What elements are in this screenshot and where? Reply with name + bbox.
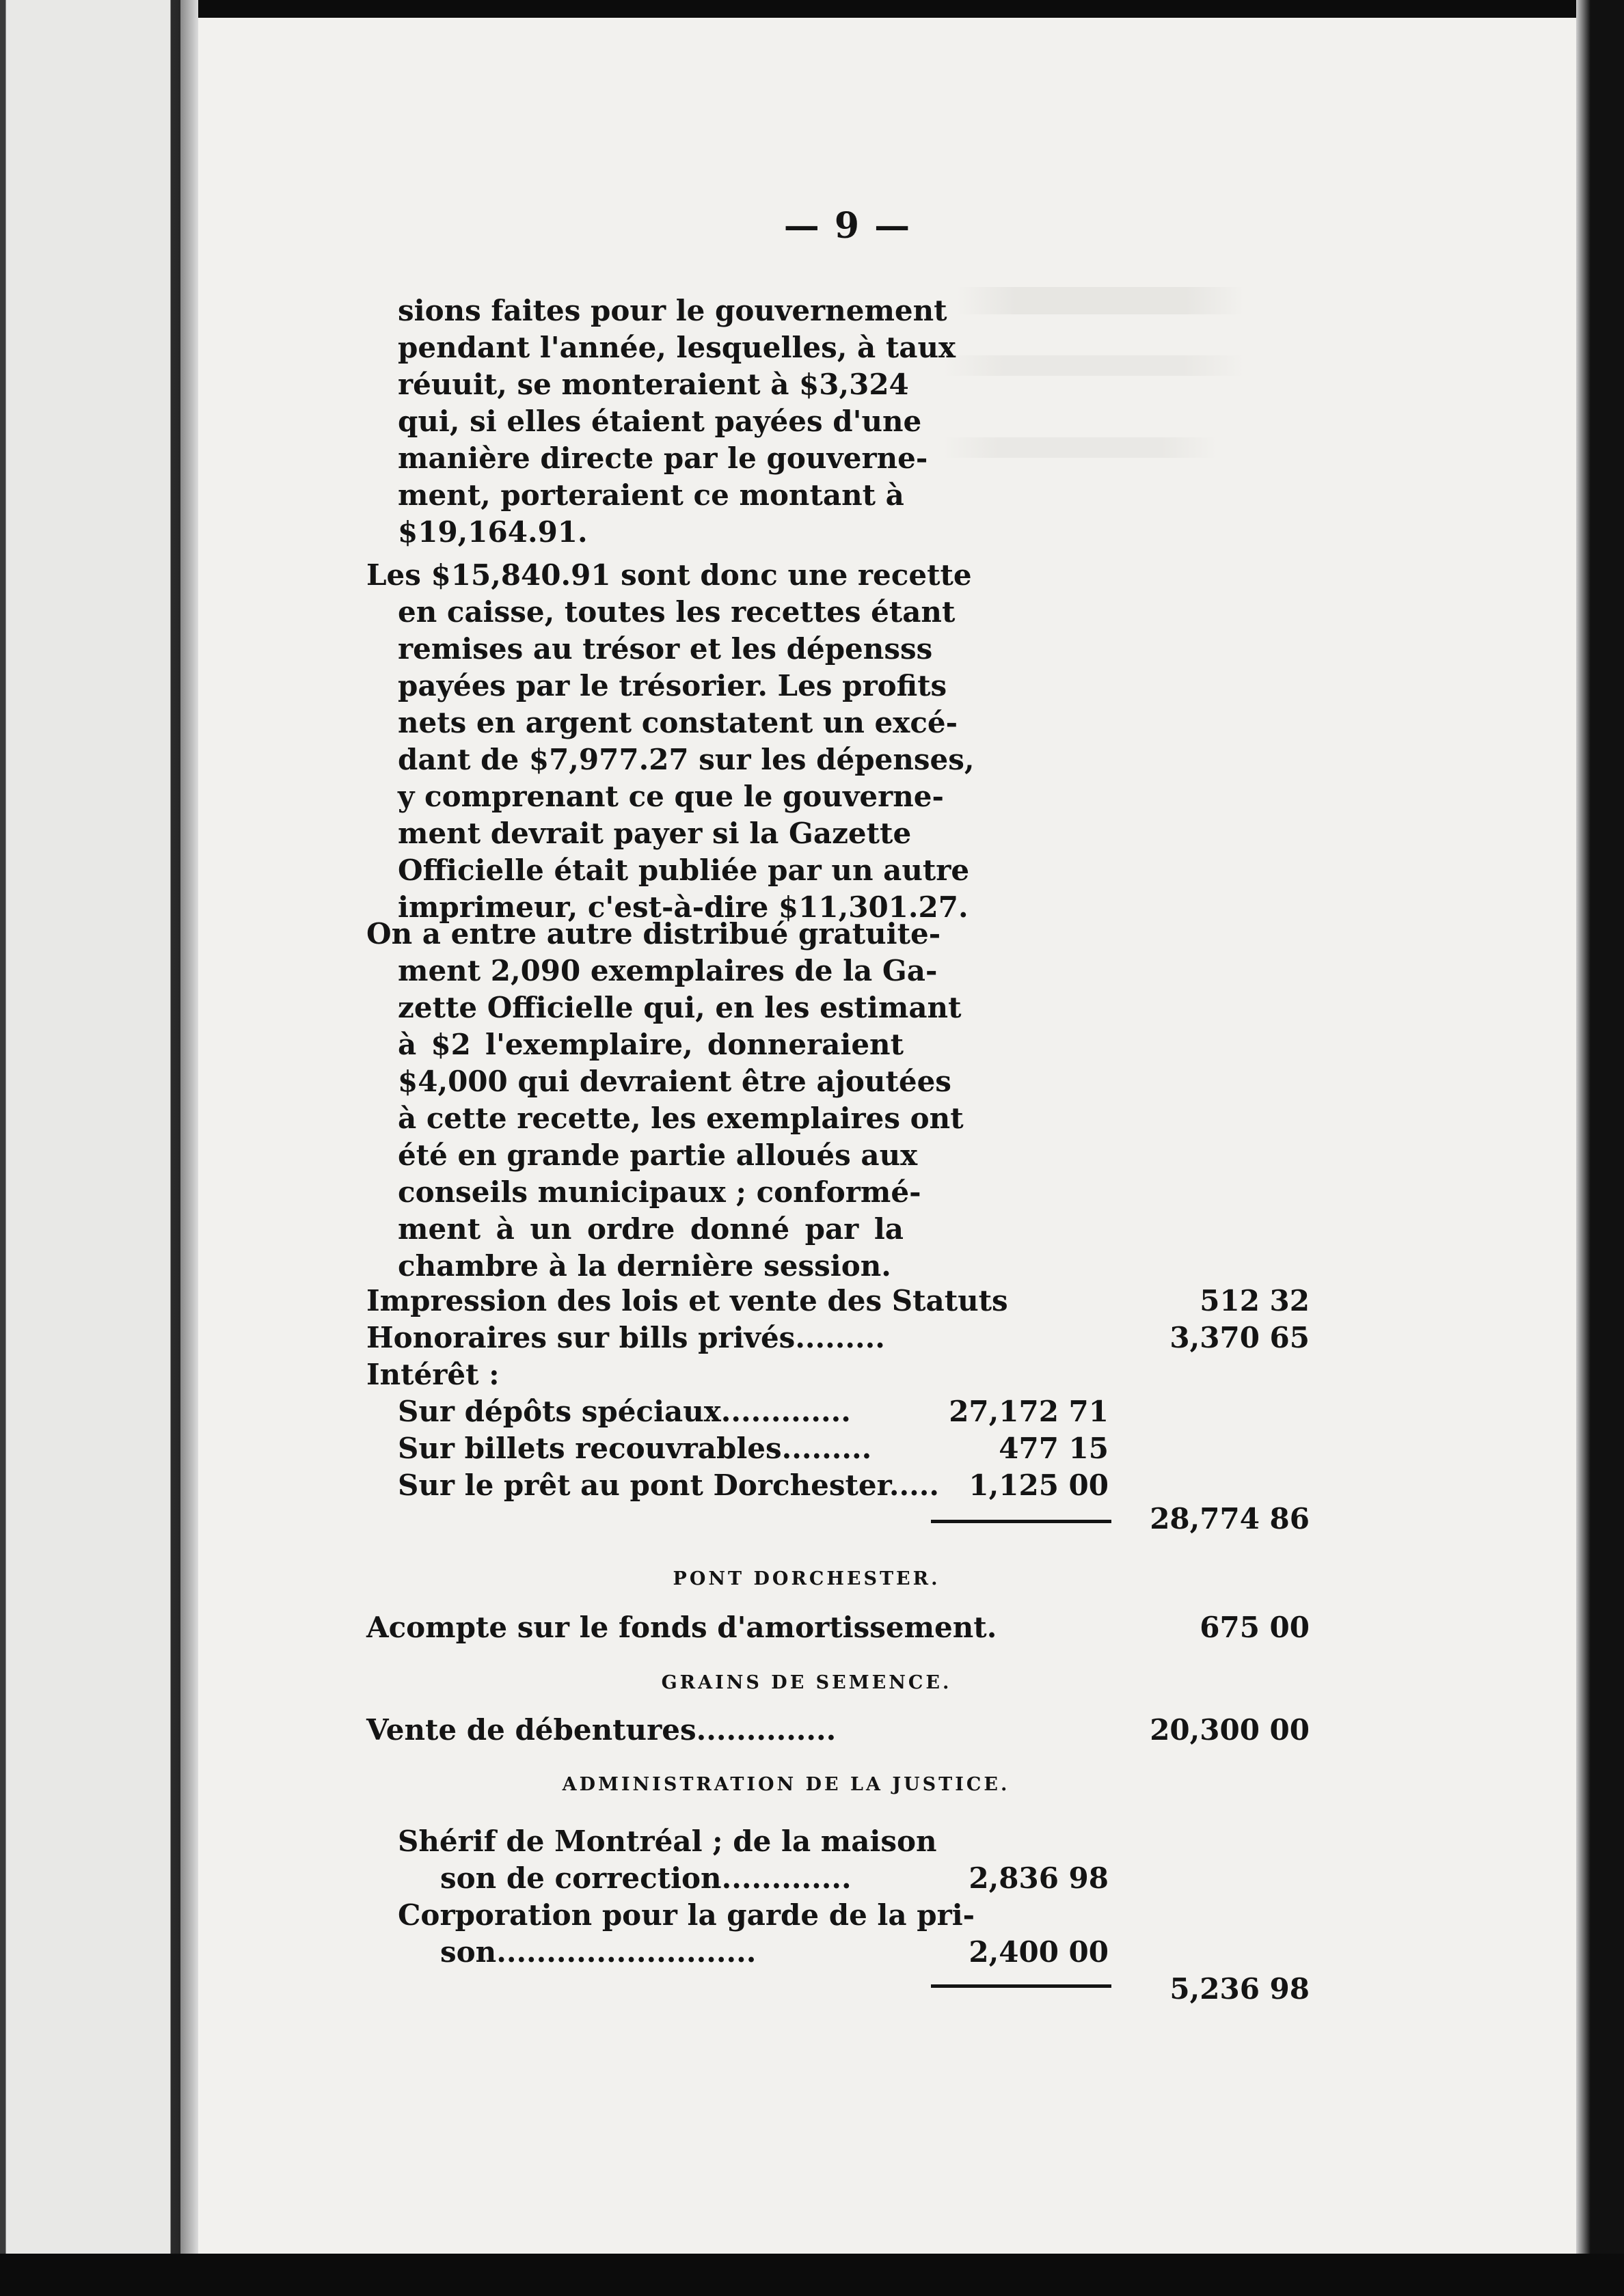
text-line: ment 2,090 exemplaires de la Ga- — [398, 954, 938, 987]
text-line: Officielle était publiée par un autre — [398, 853, 970, 887]
text-line: payées par le trésorier. Les profits — [398, 669, 947, 702]
show-through-2 — [943, 355, 1244, 376]
section-heading-pont: PONT DORCHESTER. — [673, 1568, 940, 1589]
ledger-label: Sur dépôts spéciaux............. — [398, 1395, 851, 1428]
text-line: en caisse, toutes les recettes étant — [398, 595, 956, 629]
section-heading-grains: GRAINS DE SEMENCE. — [661, 1672, 952, 1693]
ledger-total: 512 32 — [1200, 1284, 1310, 1317]
ledger-label: son de correction............. — [440, 1861, 852, 1895]
ledger-total: 675 00 — [1200, 1611, 1310, 1644]
ledger-row-interet-total — [366, 1501, 1323, 1538]
text-line: On a entre autre distribué gratuite- — [366, 917, 941, 951]
ledger-row-justice-2b — [398, 1934, 1109, 1971]
ledger-row-honoraires — [366, 1320, 1323, 1356]
ledger-row-vente — [366, 1712, 1323, 1749]
ledger-total: 5,236 98 — [1169, 1972, 1310, 2006]
text-line: ment à un ordre donné par la — [398, 1212, 904, 1246]
text-line: $19,164.91. — [398, 515, 588, 549]
scan-border-top — [0, 0, 1624, 18]
scan-border-right — [1576, 0, 1624, 2296]
text-line: conseils municipaux ; conformé- — [398, 1175, 921, 1209]
ledger-label: Impression des lois et vente des Statuts — [366, 1284, 1008, 1317]
ledger-label: Corporation pour la garde de la pri- — [398, 1898, 975, 1932]
ledger-total: 3,370 65 — [1169, 1321, 1310, 1354]
paragraph-1 — [398, 292, 956, 551]
text-line: ment, porteraient ce montant à — [398, 478, 904, 512]
ledger-row-justice-total — [366, 1971, 1323, 2008]
ledger-amount: 477 15 — [999, 1432, 1109, 1465]
text-line: Les $15,840.91 sont donc une recette — [366, 558, 972, 592]
ledger-row-impression — [366, 1283, 1323, 1320]
text-line: $4,000 qui devraient être ajoutées — [398, 1065, 951, 1098]
section-heading-justice: ADMINISTRATION DE LA JUSTICE. — [562, 1774, 1010, 1795]
ledger-row-justice-1a — [398, 1823, 1109, 1860]
text-line: ment devrait payer si la Gazette — [398, 817, 912, 850]
ledger-amount: 2,836 98 — [969, 1861, 1109, 1895]
ledger-row-interet-head — [366, 1356, 776, 1393]
ledger-row-justice-1b — [398, 1860, 1109, 1897]
ledger-total: 20,300 00 — [1150, 1713, 1310, 1747]
text-line: remises au trésor et les dépensss — [398, 632, 933, 666]
paragraph-3 — [366, 916, 964, 1285]
page-number: — 9 — — [783, 205, 912, 247]
text-line: à $2 l'exemplaire, donneraient — [398, 1028, 904, 1061]
scan-border-bottom — [0, 2254, 1624, 2296]
ledger-amount: 27,172 71 — [949, 1395, 1109, 1428]
ledger-label: Honoraires sur bills privés......... — [366, 1321, 885, 1354]
ledger-label: Acompte sur le fonds d'amortissement. — [366, 1611, 997, 1644]
text-line: manière directe par le gouverne- — [398, 441, 928, 475]
text-line: y comprenant ce que le gouverne- — [398, 780, 944, 813]
ledger-label: Sur billets recouvrables......... — [398, 1432, 872, 1465]
text-line: sions faites pour le gouvernement — [398, 294, 947, 327]
text-line: nets en argent constatent un excé- — [398, 706, 958, 739]
scan-border-left — [0, 0, 198, 2296]
ledger-row-interet-2 — [398, 1430, 1109, 1467]
paragraph-2 — [366, 557, 975, 926]
ledger-amount: 1,125 00 — [969, 1468, 1109, 1502]
ledger-label: Shérif de Montréal ; de la maison — [398, 1824, 937, 1858]
ledger-row-justice-2a — [398, 1897, 1109, 1934]
show-through-3 — [943, 437, 1217, 458]
ledger-total: 28,774 86 — [1150, 1502, 1310, 1535]
text-line: dant de $7,977.27 sur les dépenses, — [398, 743, 975, 776]
text-line: pendant l'année, lesquelles, à taux — [398, 331, 956, 364]
ledger-label: son.......................... — [440, 1935, 757, 1969]
ledger-row-interet-3 — [398, 1467, 1109, 1504]
ledger-label: Vente de débentures.............. — [366, 1713, 837, 1747]
ledger-amount: 2,400 00 — [969, 1935, 1109, 1969]
ledger-label: Sur le prêt au pont Dorchester..... — [398, 1468, 940, 1502]
text-line: zette Officielle qui, en les estimant — [398, 991, 962, 1024]
ledger-row-acompte — [366, 1609, 1323, 1646]
text-line: réuuit, se monteraient à $3,324 — [398, 368, 909, 401]
text-line: qui, si elles étaient payées d'une — [398, 405, 922, 438]
text-line: chambre à la dernière session. — [398, 1249, 891, 1283]
text-line: été en grande partie alloués aux — [398, 1138, 918, 1172]
text-line: à cette recette, les exemplaires ont — [398, 1102, 964, 1135]
ledger-row-interet-1 — [398, 1393, 1109, 1430]
text-line: imprimeur, c'est-à-dire $11,301.27. — [398, 890, 969, 924]
ledger-label: Intérêt : — [366, 1358, 500, 1391]
show-through-1 — [957, 287, 1244, 314]
